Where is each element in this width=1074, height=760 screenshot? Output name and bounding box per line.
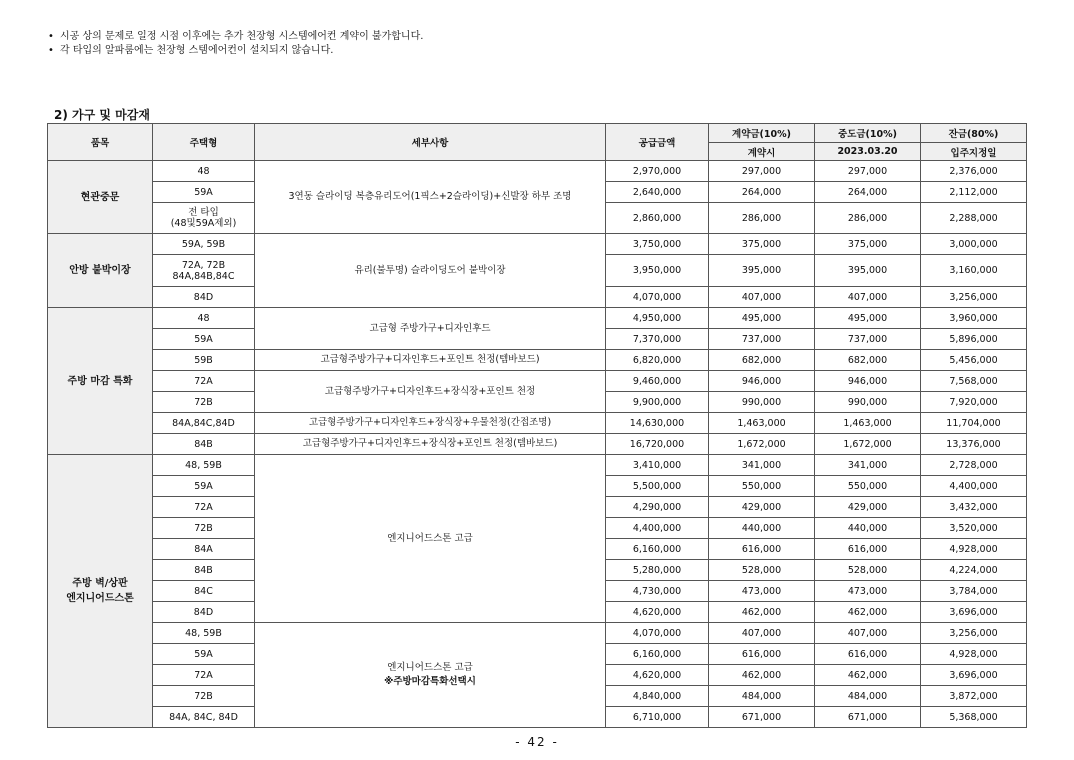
deposit-cell: 1,672,000	[709, 434, 815, 455]
interim-cell: 286,000	[815, 203, 921, 234]
deposit-cell: 407,000	[709, 287, 815, 308]
type-cell: 84D	[153, 602, 255, 623]
deposit-cell: 462,000	[709, 665, 815, 686]
balance-cell: 5,368,000	[921, 707, 1027, 728]
balance-cell: 4,928,000	[921, 644, 1027, 665]
type-cell: 48, 59B	[153, 455, 255, 476]
deposit-cell: 737,000	[709, 329, 815, 350]
deposit-cell: 407,000	[709, 623, 815, 644]
header-contract-time: 계약시	[709, 143, 815, 161]
interim-cell: 462,000	[815, 665, 921, 686]
details-cell: 고급형주방가구+디자인후드+장식장+포인트 천정(템바보드)	[255, 434, 606, 455]
deposit-cell: 297,000	[709, 161, 815, 182]
balance-cell: 3,256,000	[921, 623, 1027, 644]
header-balance: 잔금(80%)	[921, 124, 1027, 143]
header-interim-date: 2023.03.20	[815, 143, 921, 161]
details-cell: 유리(불투명) 슬라이딩도어 붙박이장	[255, 234, 606, 308]
header-details: 세부사항	[255, 124, 606, 161]
type-cell: 84A,84C,84D	[153, 413, 255, 434]
table-row	[48, 308, 1027, 329]
balance-cell: 4,224,000	[921, 560, 1027, 581]
deposit-cell: 264,000	[709, 182, 815, 203]
amount-cell: 4,620,000	[606, 665, 709, 686]
table-row	[48, 434, 1027, 455]
type-cell: 48	[153, 308, 255, 329]
amount-cell: 6,160,000	[606, 644, 709, 665]
deposit-cell: 440,000	[709, 518, 815, 539]
interim-cell: 407,000	[815, 623, 921, 644]
details-cell: 고급형 주방가구+디자인후드	[255, 308, 606, 350]
details-cell: 엔지니어드스톤 고급	[255, 455, 606, 623]
amount-cell: 6,160,000	[606, 539, 709, 560]
interim-cell: 616,000	[815, 644, 921, 665]
type-cell: 72B	[153, 392, 255, 413]
amount-cell: 4,290,000	[606, 497, 709, 518]
deposit-cell: 495,000	[709, 308, 815, 329]
amount-cell: 2,640,000	[606, 182, 709, 203]
deposit-cell: 671,000	[709, 707, 815, 728]
header-interim: 중도금(10%)	[815, 124, 921, 143]
balance-cell: 4,928,000	[921, 539, 1027, 560]
amount-cell: 4,620,000	[606, 602, 709, 623]
header-balance-date: 입주지정일	[921, 143, 1027, 161]
type-cell: 84B	[153, 560, 255, 581]
deposit-cell: 473,000	[709, 581, 815, 602]
header-housing-type: 주택형	[153, 124, 255, 161]
type-cell: 59A, 59B	[153, 234, 255, 255]
type-cell: 72B	[153, 518, 255, 539]
header-supply-amount: 공급금액	[606, 124, 709, 161]
category-cell: 주방 벽/상판 엔지니어드스톤	[48, 455, 153, 728]
balance-cell: 11,704,000	[921, 413, 1027, 434]
amount-cell: 3,750,000	[606, 234, 709, 255]
deposit-cell: 375,000	[709, 234, 815, 255]
details-cell: 고급형주방가구+디자인후드+포인트 천정(템바보드)	[255, 350, 606, 371]
interim-cell: 682,000	[815, 350, 921, 371]
deposit-cell: 990,000	[709, 392, 815, 413]
balance-cell: 5,456,000	[921, 350, 1027, 371]
deposit-cell: 550,000	[709, 476, 815, 497]
balance-cell: 3,000,000	[921, 234, 1027, 255]
deposit-cell: 1,463,000	[709, 413, 815, 434]
amount-cell: 5,280,000	[606, 560, 709, 581]
category-cell: 안방 붙박이장	[48, 234, 153, 308]
type-cell: 84D	[153, 287, 255, 308]
balance-cell: 5,896,000	[921, 329, 1027, 350]
options-price-table	[47, 123, 1027, 728]
deposit-cell: 616,000	[709, 539, 815, 560]
interim-cell: 737,000	[815, 329, 921, 350]
amount-cell: 6,710,000	[606, 707, 709, 728]
balance-cell: 2,112,000	[921, 182, 1027, 203]
deposit-cell: 682,000	[709, 350, 815, 371]
interim-cell: 297,000	[815, 161, 921, 182]
section-heading: 2) 가구 및 마감재	[54, 108, 150, 122]
interim-cell: 375,000	[815, 234, 921, 255]
balance-cell: 2,728,000	[921, 455, 1027, 476]
amount-cell: 4,950,000	[606, 308, 709, 329]
balance-cell: 3,520,000	[921, 518, 1027, 539]
type-cell: 59A	[153, 644, 255, 665]
bullet-icon: •	[48, 45, 54, 56]
details-cell: 고급형주방가구+디자인후드+장식장+우물천정(간접조명)	[255, 413, 606, 434]
bullet-icon: •	[48, 31, 54, 42]
interim-cell: 473,000	[815, 581, 921, 602]
note-item: • 각 타입의 알파룸에는 천장형 스템에어컨이 설치되지 않습니다.	[48, 45, 334, 56]
amount-cell: 9,460,000	[606, 371, 709, 392]
table-row	[48, 413, 1027, 434]
header-row	[48, 124, 1027, 143]
type-cell: 84C	[153, 581, 255, 602]
interim-cell: 616,000	[815, 539, 921, 560]
balance-cell: 3,784,000	[921, 581, 1027, 602]
table-row	[48, 234, 1027, 255]
balance-cell: 3,872,000	[921, 686, 1027, 707]
amount-cell: 4,070,000	[606, 623, 709, 644]
type-cell: 59A	[153, 476, 255, 497]
interim-cell: 407,000	[815, 287, 921, 308]
type-cell: 59A	[153, 182, 255, 203]
table-row	[48, 161, 1027, 182]
table-row	[48, 371, 1027, 392]
details-cell: 엔지니어드스톤 고급 ※주방마감특화선택시	[255, 623, 606, 728]
notes	[48, 30, 423, 58]
interim-cell: 550,000	[815, 476, 921, 497]
interim-cell: 946,000	[815, 371, 921, 392]
balance-cell: 2,288,000	[921, 203, 1027, 234]
amount-cell: 3,950,000	[606, 255, 709, 287]
amount-cell: 6,820,000	[606, 350, 709, 371]
interim-cell: 1,463,000	[815, 413, 921, 434]
type-cell: 72B	[153, 686, 255, 707]
type-cell: 59A	[153, 329, 255, 350]
deposit-cell: 395,000	[709, 255, 815, 287]
interim-cell: 440,000	[815, 518, 921, 539]
amount-cell: 4,400,000	[606, 518, 709, 539]
header-contract-deposit: 계약금(10%)	[709, 124, 815, 143]
balance-cell: 3,696,000	[921, 665, 1027, 686]
deposit-cell: 946,000	[709, 371, 815, 392]
interim-cell: 341,000	[815, 455, 921, 476]
interim-cell: 484,000	[815, 686, 921, 707]
amount-cell: 2,970,000	[606, 161, 709, 182]
type-cell: 84A	[153, 539, 255, 560]
deposit-cell: 528,000	[709, 560, 815, 581]
interim-cell: 462,000	[815, 602, 921, 623]
interim-cell: 990,000	[815, 392, 921, 413]
table-row	[48, 455, 1027, 476]
balance-cell: 4,400,000	[921, 476, 1027, 497]
balance-cell: 13,376,000	[921, 434, 1027, 455]
interim-cell: 429,000	[815, 497, 921, 518]
amount-cell: 7,370,000	[606, 329, 709, 350]
balance-cell: 3,256,000	[921, 287, 1027, 308]
type-cell: 72A	[153, 371, 255, 392]
note-item: • 시공 상의 문제로 일정 시점 이후에는 추가 천장형 시스템에어컨 계약이 불가합니다.	[48, 31, 424, 42]
amount-cell: 3,410,000	[606, 455, 709, 476]
deposit-cell: 462,000	[709, 602, 815, 623]
balance-cell: 7,568,000	[921, 371, 1027, 392]
header-item: 품목	[48, 124, 153, 161]
amount-cell: 4,840,000	[606, 686, 709, 707]
balance-cell: 7,920,000	[921, 392, 1027, 413]
table-row	[48, 623, 1027, 644]
interim-cell: 528,000	[815, 560, 921, 581]
interim-cell: 495,000	[815, 308, 921, 329]
amount-cell: 5,500,000	[606, 476, 709, 497]
deposit-cell: 484,000	[709, 686, 815, 707]
type-cell: 48	[153, 161, 255, 182]
amount-cell: 9,900,000	[606, 392, 709, 413]
category-cell: 현관중문	[48, 161, 153, 234]
type-cell: 84B	[153, 434, 255, 455]
interim-cell: 395,000	[815, 255, 921, 287]
table-row	[48, 350, 1027, 371]
balance-cell: 3,432,000	[921, 497, 1027, 518]
details-cell: 고급형주방가구+디자인후드+장식장+포인트 천정	[255, 371, 606, 413]
amount-cell: 14,630,000	[606, 413, 709, 434]
balance-cell: 2,376,000	[921, 161, 1027, 182]
amount-cell: 16,720,000	[606, 434, 709, 455]
balance-cell: 3,960,000	[921, 308, 1027, 329]
amount-cell: 4,730,000	[606, 581, 709, 602]
balance-cell: 3,160,000	[921, 255, 1027, 287]
type-cell: 59B	[153, 350, 255, 371]
page-number: - 42 -	[515, 735, 559, 749]
type-cell: 48, 59B	[153, 623, 255, 644]
deposit-cell: 429,000	[709, 497, 815, 518]
balance-cell: 3,696,000	[921, 602, 1027, 623]
type-cell: 전 타입 (48및59A제외)	[153, 203, 255, 234]
interim-cell: 1,672,000	[815, 434, 921, 455]
deposit-cell: 616,000	[709, 644, 815, 665]
type-cell: 72A, 72B 84A,84B,84C	[153, 255, 255, 287]
type-cell: 84A, 84C, 84D	[153, 707, 255, 728]
amount-cell: 4,070,000	[606, 287, 709, 308]
interim-cell: 671,000	[815, 707, 921, 728]
details-cell: 3연동 슬라이딩 복층유리도어(1픽스+2슬라이딩)+신발장 하부 조명	[255, 161, 606, 234]
type-cell: 72A	[153, 665, 255, 686]
type-cell: 72A	[153, 497, 255, 518]
interim-cell: 264,000	[815, 182, 921, 203]
category-cell: 주방 마감 특화	[48, 308, 153, 455]
deposit-cell: 341,000	[709, 455, 815, 476]
deposit-cell: 286,000	[709, 203, 815, 234]
amount-cell: 2,860,000	[606, 203, 709, 234]
